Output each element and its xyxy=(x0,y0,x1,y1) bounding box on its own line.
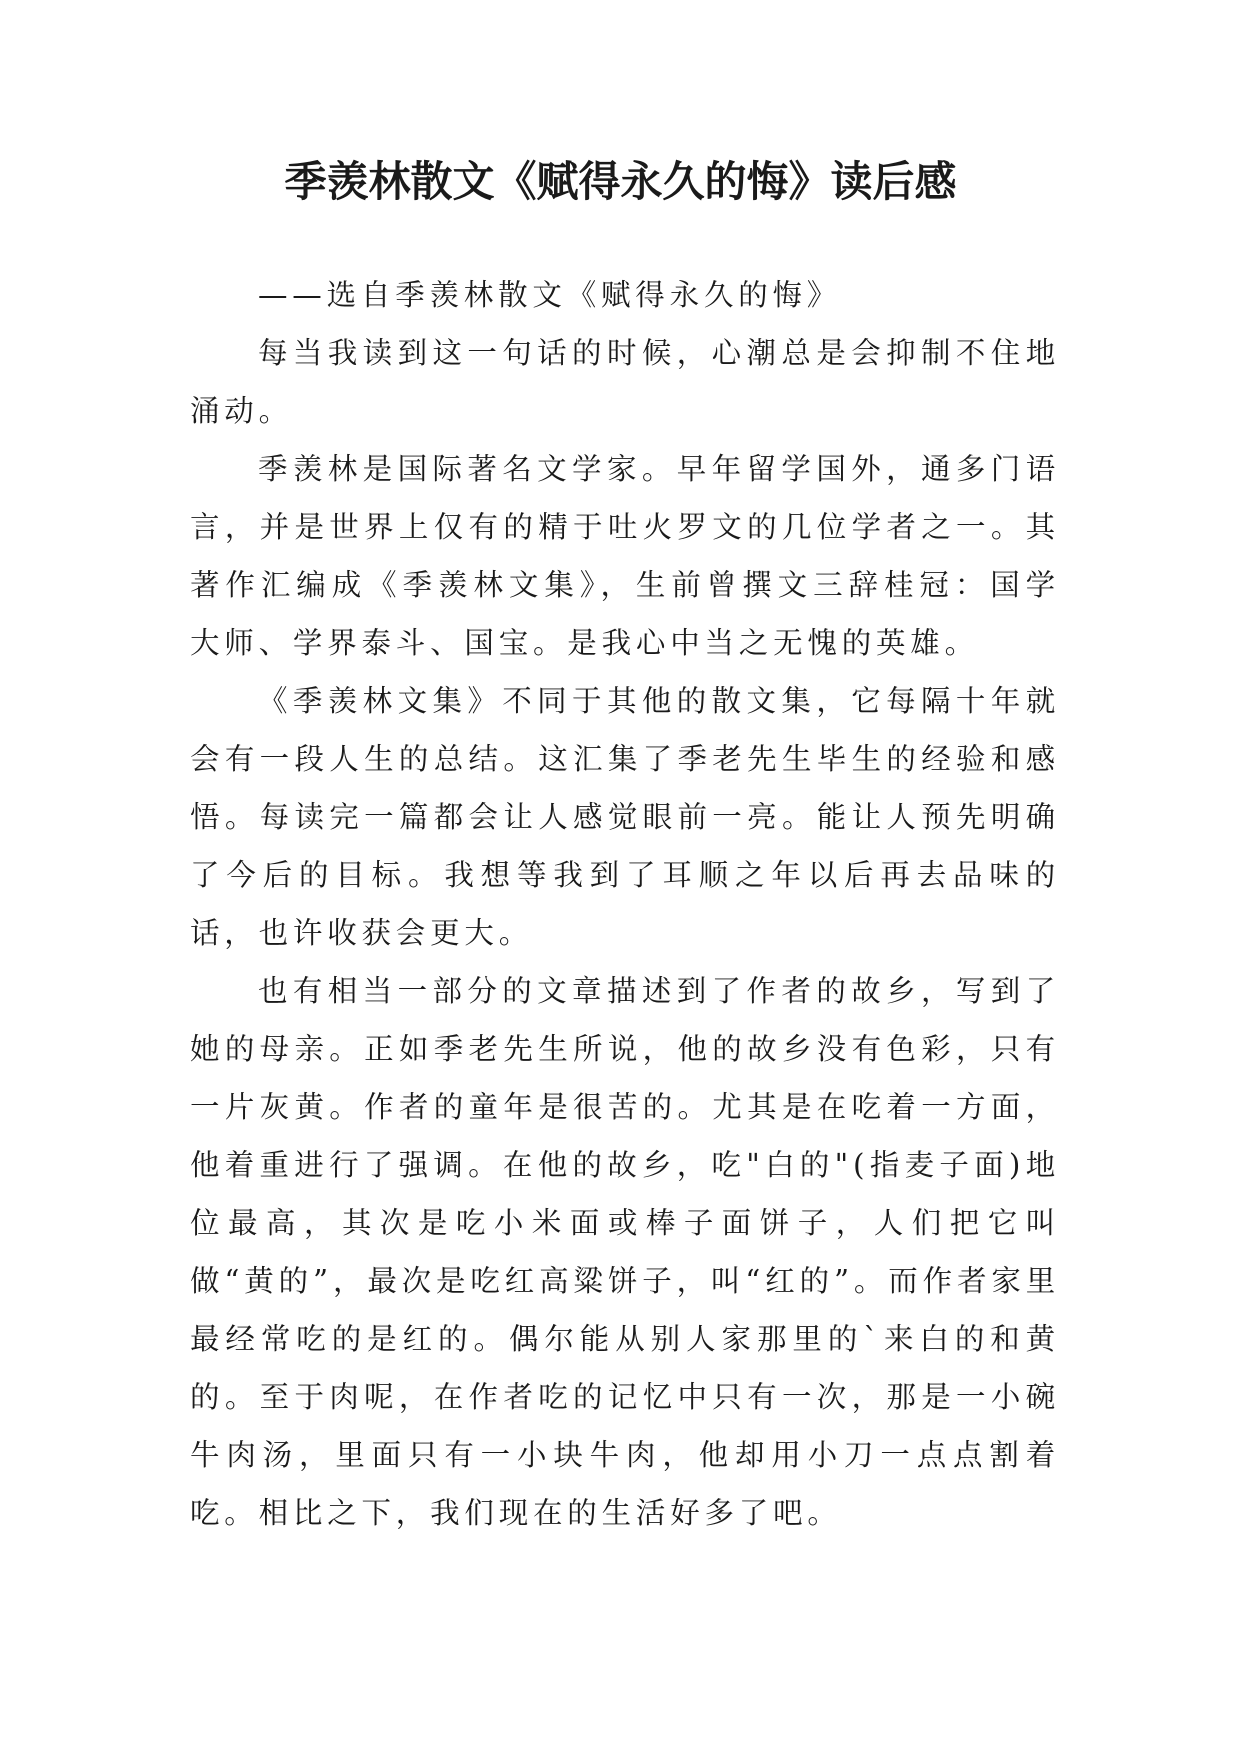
paragraph: 《季羡林文集》不同于其他的散文集，它每隔十年就会有一段人生的总结。这汇集了季老先生毕生的经验和感悟。每读完一篇都会让人感觉眼前一亮。能让人预先明确了今后的目标。我想等我到了耳顺之年以后再去品味的话，也许收获会更大。 xyxy=(190,684,1060,950)
document-body xyxy=(190,266,1060,1542)
document-title: 季羡林散文《赋得永久的悔》读后感 xyxy=(284,157,957,206)
paragraph: 也有相当一部分的文章描述到了作者的故乡，写到了她的母亲。正如季老先生所说，他的故乡没有色彩，只有一片灰黄。作者的童年是很苦的。尤其是在吃着一方面，他着重进行了强调。在他的故乡，吃"白的"(指麦子面)地位最高，其次是吃小米面或棒子面饼子，人们把它叫做“黄的”，最次是吃红高粱饼子，叫“红的”。而作者家里最经常吃的是红的。偶尔能从别人家那里的`来白的和黄的。至于肉呢，在作者吃的记忆中只有一次，那是一小碗牛肉汤，里面只有一小块牛肉，他却用小刀一点点割着吃。相比之下，我们现在的生活好多了吧。 xyxy=(190,974,1060,1530)
source-line: ——选自季羡林散文《赋得永久的悔》 xyxy=(258,278,842,312)
paragraph: 每当我读到这一句话的时候，心潮总是会抑制不住地涌动。 xyxy=(190,336,1060,428)
paragraph: 季羡林是国际著名文学家。早年留学国外，通多门语言，并是世界上仅有的精于吐火罗文的几位学者之一。其著作汇编成《季羡林文集》，生前曾撰文三辞桂冠：国学大师、学界泰斗、国宝。是我心中当之无愧的英雄。 xyxy=(190,452,1060,660)
